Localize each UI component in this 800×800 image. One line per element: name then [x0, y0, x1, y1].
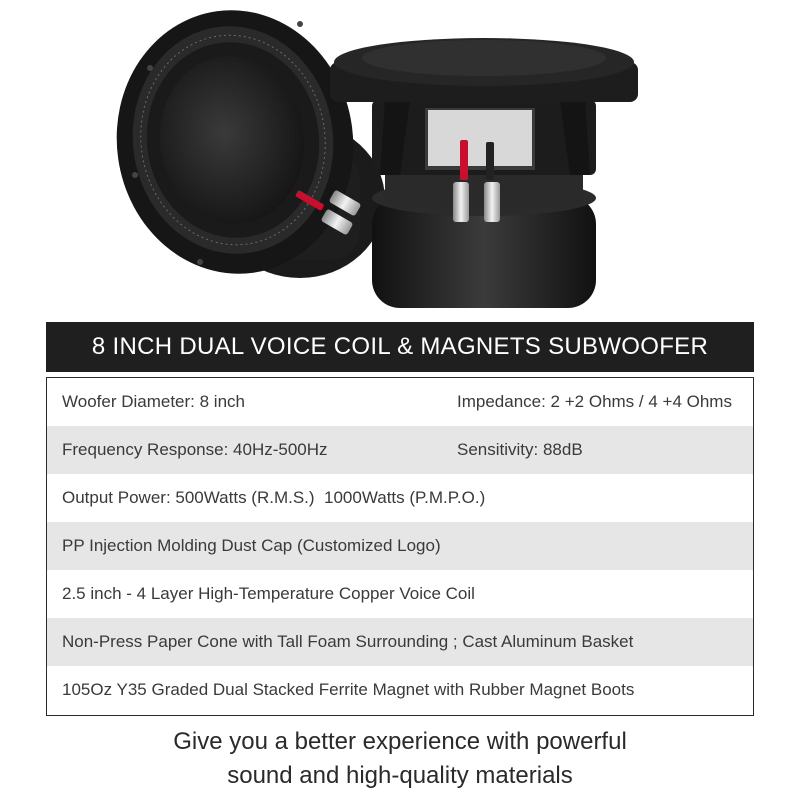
spec-row [47, 474, 753, 522]
spec-magnet: 105Oz Y35 Graded Dual Stacked Ferrite Magnet with Rubber Magnet Boots [62, 680, 635, 699]
spec-output-power: Output Power: 500Watts (R.M.S.) 1000Watts (P.M.P.O.) [62, 488, 486, 507]
banner-title: 8 INCH DUAL VOICE COIL & MAGNETS SUBWOOFER [91, 333, 709, 360]
spec-cone-basket: Non-Press Paper Cone with Tall Foam Surrounding ; Cast Aluminum Basket [62, 632, 634, 651]
spec-frequency-response: Frequency Response: 40Hz-500Hz [62, 440, 328, 459]
spec-row [47, 426, 753, 474]
spec-row [47, 378, 753, 426]
spec-woofer-diameter: Woofer Diameter: 8 inch [62, 392, 245, 411]
left-speaker [100, 0, 385, 289]
spec-table [46, 377, 754, 716]
spec-impedance: Impedance: 2 +2 Ohms / 4 +4 Ohms [457, 392, 732, 411]
tagline [0, 725, 800, 793]
tagline-line-2: sound and high-quality materials [227, 762, 573, 789]
subwoofer-image [0, 0, 800, 322]
tagline-line-1: Give you a better experience with powerful [173, 728, 627, 755]
spec-dust-cap: PP Injection Molding Dust Cap (Customized Logo) [62, 536, 441, 555]
right-speaker [330, 38, 638, 308]
spec-row [47, 522, 753, 570]
title-banner [46, 322, 754, 372]
spec-voice-coil: 2.5 inch - 4 Layer High-Temperature Copper Voice Coil [62, 584, 475, 603]
spec-row [47, 570, 753, 618]
spec-row [47, 618, 753, 666]
spec-row [47, 666, 753, 714]
product-image-area [0, 0, 800, 322]
spec-sensitivity: Sensitivity: 88dB [457, 440, 583, 459]
